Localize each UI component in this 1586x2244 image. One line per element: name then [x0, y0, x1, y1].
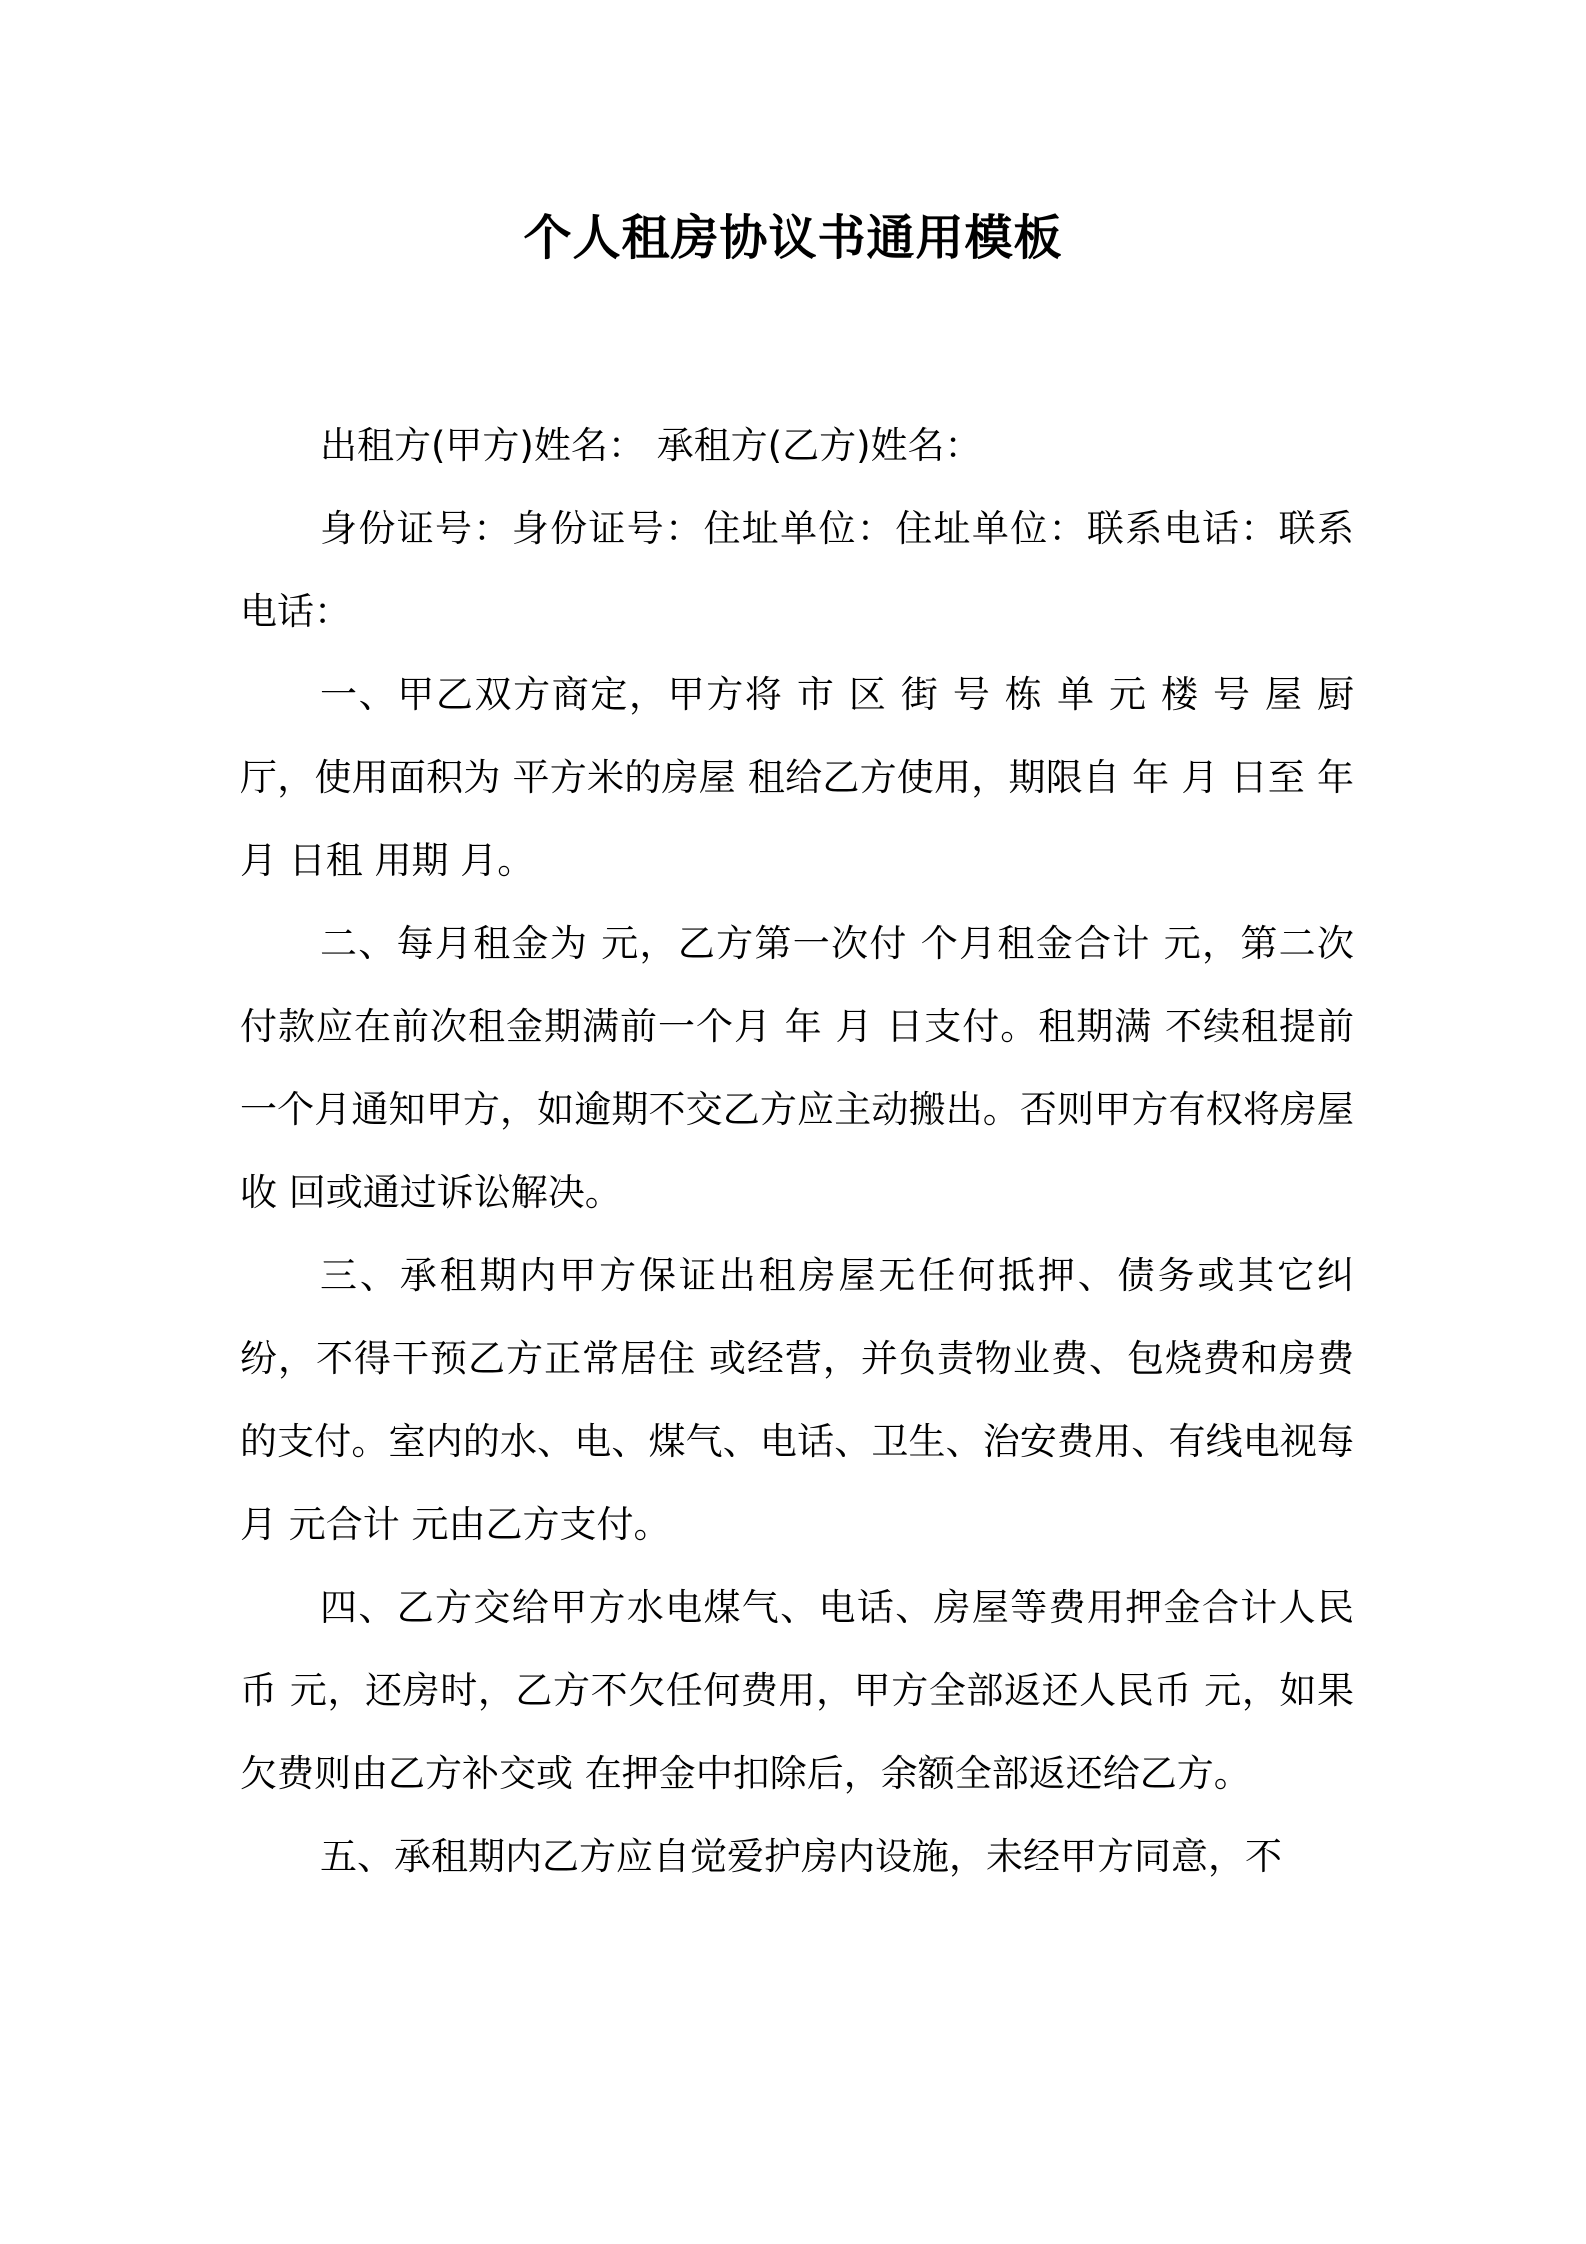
clause-1-paragraph: 一、甲乙双方商定，甲方将 市 区 街 号 栋 单 元 楼 号 屋 厨 厅，使用面积为 平方米的房屋 租给乙方使用，期限自 年 月 日至 年 月 日租 用期 月。 — [240, 673, 1354, 882]
parties-details-paragraph: 身份证号：身份证号：住址单位：住址单位：联系电话：联系电话： — [240, 507, 1354, 633]
clause-2-paragraph: 二、每月租金为 元，乙方第一次付 个月租金合计 元，第二次付款应在前次租金期满前一个月 年 月 日支付。租期满 不续租提前一个月通知甲方，如逾期不交乙方应主动搬出。否则甲方有权将房屋收 回或通过诉讼解决。 — [240, 922, 1354, 1214]
document-body — [240, 404, 1354, 1898]
document-title: 个人租房协议书通用模板 — [523, 210, 1063, 266]
parties-names-paragraph: 出租方(甲方)姓名： 承租方(乙方)姓名： — [320, 424, 982, 467]
clause-3-paragraph: 三、承租期内甲方保证出租房屋无任何抵押、债务或其它纠纷，不得干预乙方正常居住 或经营，并负责物业费、包烧费和房费的支付。室内的水、电、煤气、电话、卫生、治安费用、有线电视每月 元合计 元由乙方支付。 — [240, 1254, 1354, 1546]
clause-5-paragraph: 五、承租期内乙方应自觉爱护房内设施，未经甲方同意，不 — [320, 1835, 1282, 1878]
clause-4-paragraph: 四、乙方交给甲方水电煤气、电话、房屋等费用押金合计人民币 元，还房时，乙方不欠任何费用，甲方全部返还人民币 元，如果欠费则由乙方补交或 在押金中扣除后，余额全部返还给乙方。 — [240, 1586, 1354, 1795]
